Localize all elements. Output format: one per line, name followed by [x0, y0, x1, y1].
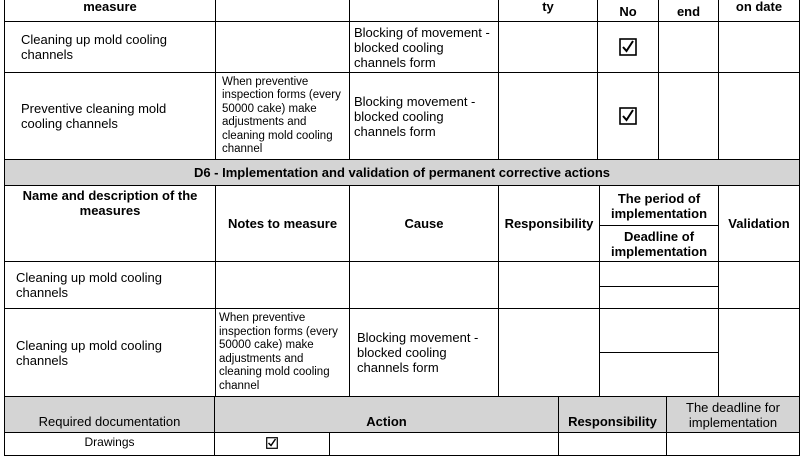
docs-header-required: Required documentation [4, 396, 215, 433]
d6-row2-notes: When preventive inspection forms (every 50000 cake) make adjustments and cleaning mold cooling channel [215, 308, 350, 397]
d5-row1-resp [498, 21, 598, 73]
d5-row2-notes: When preventive inspection forms (every 50000 cake) make adjustments and cleaning mold cooling channel [215, 72, 350, 160]
d5-row1-period [658, 21, 719, 73]
d6-header-validation: Validation [718, 185, 800, 262]
d5-row2-cause: Blocking movement - blocked cooling channels form [349, 72, 499, 160]
d5-row1-cause: Blocking of movement - blocked cooling channels form [349, 21, 499, 73]
d6-header-cause: Cause [349, 185, 499, 262]
d5-row1-check-cell [597, 21, 659, 73]
d5-row1-ondate [718, 21, 800, 73]
d6-row1-name: Cleaning up mold cooling channels [4, 261, 216, 309]
header-no-label: No [619, 4, 637, 19]
d6-row2-period [599, 308, 719, 353]
d6-row2-cause: Blocking movement - blocked cooling channels form [349, 308, 499, 397]
checked-checkbox-icon[interactable] [619, 38, 637, 56]
checked-checkbox-icon[interactable] [266, 437, 278, 449]
d6-header-notes: Notes to measure [215, 185, 350, 262]
d6-row1-resp [498, 261, 600, 309]
header-measure [4, 0, 216, 22]
docs-row1-check-cell [214, 432, 330, 456]
d6-row2-deadline [599, 352, 719, 397]
header-ondate-label: on date [735, 0, 783, 14]
d6-header-responsibility: Responsibility [498, 185, 600, 262]
docs-header-action: Action [214, 396, 559, 433]
header-cause [349, 0, 499, 22]
d5-row2-measure: Preventive cleaning mold cooling channels [4, 72, 216, 160]
d6-header-name: Name and description of the measures [4, 185, 216, 262]
d6-row1-deadline [599, 286, 719, 309]
docs-row1-resp [558, 432, 667, 456]
d6-row2-name: Cleaning up mold cooling channels [4, 308, 216, 397]
d5-row1-notes [215, 21, 350, 73]
header-responsibility [498, 0, 598, 22]
d6-row2-resp [498, 308, 600, 397]
d6-row2-validation [718, 308, 800, 397]
d6-row1-notes [215, 261, 350, 309]
d5-row2-period [658, 72, 719, 160]
d6-section-title: D6 - Implementation and validation of permanent corrective actions [4, 159, 800, 186]
header-ondate [718, 0, 800, 22]
header-notes [215, 0, 350, 22]
header-measure-label: measure [83, 0, 137, 14]
checked-checkbox-icon[interactable] [619, 107, 637, 125]
d6-row1-period [599, 261, 719, 287]
header-period [658, 0, 719, 22]
header-ty-label: ty [542, 0, 554, 14]
d5-row2-ondate [718, 72, 800, 160]
docs-header-responsibility: Responsibility [558, 396, 667, 433]
docs-header-deadline: The deadline for implementation [666, 396, 800, 433]
d6-row1-validation [718, 261, 800, 309]
docs-row1-deadline [666, 432, 800, 456]
d6-header-period: The period of implementation [599, 185, 719, 226]
d5-row1-measure: Cleaning up mold cooling channels [4, 21, 216, 73]
d6-row1-cause [349, 261, 499, 309]
d6-header-deadline: Deadline of implementation [599, 225, 719, 262]
d5-row2-resp [498, 72, 598, 160]
header-yes-no [597, 0, 659, 22]
d5-row2-check-cell [597, 72, 659, 160]
header-end-label: end [676, 4, 701, 19]
docs-row1-action [329, 432, 559, 456]
docs-row1-item: Drawings [4, 432, 215, 456]
